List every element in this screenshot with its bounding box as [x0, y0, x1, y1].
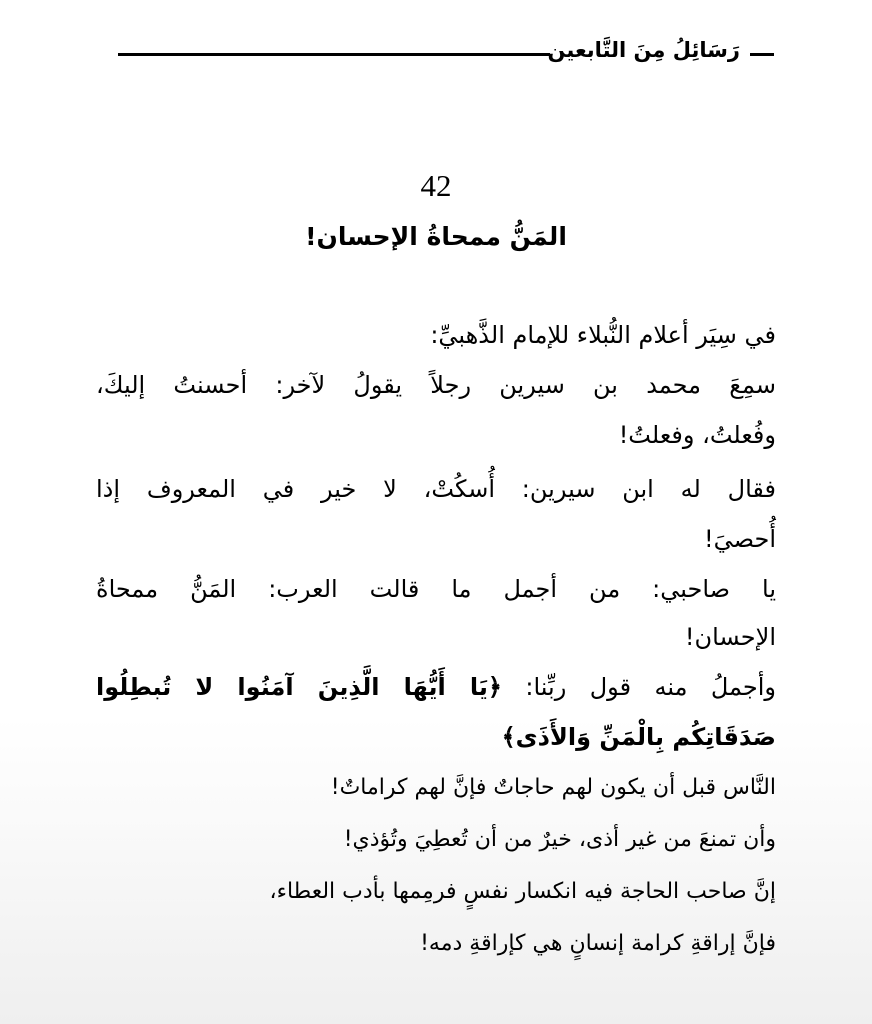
paragraph-line: الإحسان! — [684, 623, 776, 651]
quran-verse-start: ﴿يَا أَيُّهَا الَّذِينَ آمَنُوا لا تُبطِلُوا — [96, 673, 502, 701]
chapter-title: المَنُّ ممحاةُ الإحسان! — [305, 222, 567, 251]
paragraph-line: يا صاحبي: من أجمل ما قالت العرب: المَنُّ ممحاةُ — [96, 575, 776, 603]
quran-verse-end: صَدَقَاتِكُم بِالْمَنِّ وَالأَذَى﴾ — [501, 723, 776, 751]
chapter-number: 42 — [420, 168, 452, 203]
poem-line: وأن تمنعَ من غير أذى، خيرٌ من أن تُعطِيَ وتُؤذي! — [343, 827, 776, 852]
poem-line: إنَّ صاحب الحاجة فيه انكسار نفسٍ فرمِمها بأدب العطاء، — [269, 879, 776, 904]
poem-line: فإنَّ إراقةِ كرامة إنسانٍ هي كإراقةِ دمه! — [420, 931, 776, 956]
paragraph-line: أُحصيَ! — [704, 525, 776, 553]
running-header — [118, 38, 778, 74]
paragraph-line — [96, 672, 776, 702]
paragraph-text: وأجملُ منه قول ربِّنا: — [525, 673, 777, 701]
poem-line: النَّاس قبل أن يكون لهم حاجاتٌ فإنَّ لهم كراماتٌ! — [330, 775, 776, 800]
header-rule — [118, 53, 550, 56]
header-dash — [750, 53, 774, 56]
paragraph-line: في سِيَر أعلام النُّبلاء للإمام الذَّهبيِّ: — [430, 321, 776, 349]
paragraph-line: فقال له ابن سيرين: أُسكُتْ، لا خير في المعروف إذا — [96, 475, 776, 503]
paragraph-line: وفُعلتُ، وفعلتُ! — [618, 421, 776, 449]
header-title: رَسَائِلُ مِنَ التَّابعين — [547, 38, 740, 62]
paragraph-line: سمِعَ محمد بن سيرين رجلاً يقولُ لآخر: أحسنتُ إليكَ، — [96, 371, 776, 399]
